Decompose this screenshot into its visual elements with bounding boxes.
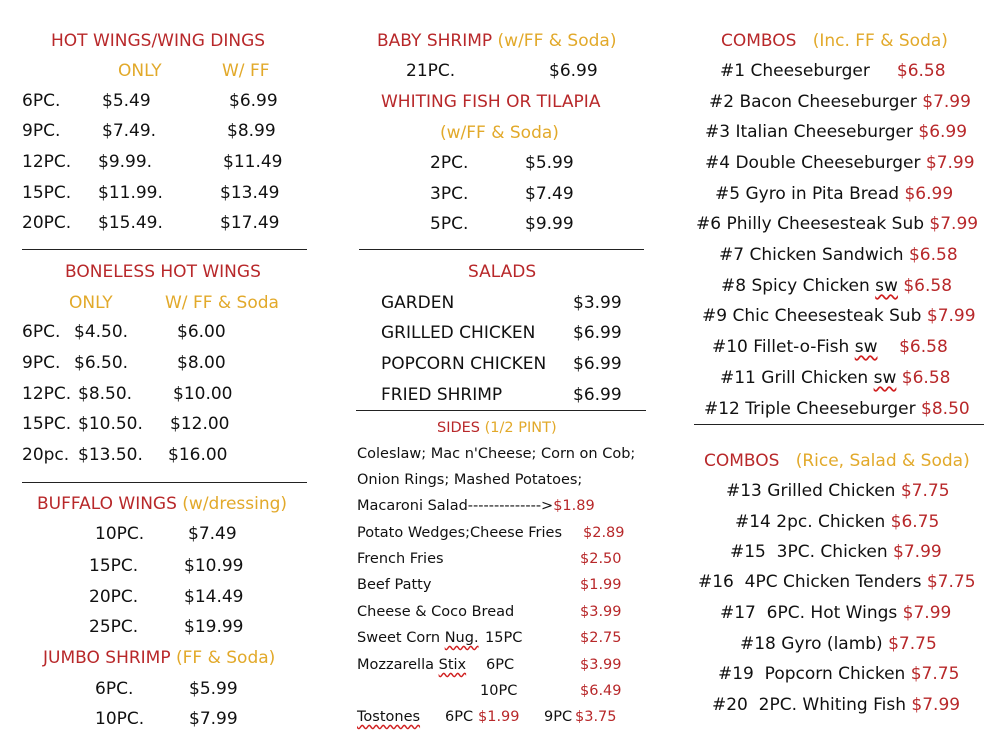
sides-title: SIDES — [437, 420, 481, 436]
hot-wings-ff-price: $11.49 — [223, 152, 283, 172]
boneless-qty: 6PC. — [22, 322, 61, 342]
sides-line-text: Macaroni Salad--------------> — [357, 498, 554, 514]
combo-price: $7.99 — [911, 695, 961, 715]
boneless-ff-price: $6.00 — [177, 322, 226, 342]
side-name-b: Nug. — [444, 630, 479, 646]
side-price: $2.50 — [580, 551, 622, 567]
boneless-col-only: ONLY — [69, 293, 113, 313]
salad-name: FRIED SHRIMP — [381, 385, 503, 405]
combo-item — [720, 603, 951, 623]
boneless-qty: 9PC. — [22, 353, 61, 373]
boneless-only-price: $4.50. — [74, 322, 129, 342]
combo-item — [696, 214, 978, 234]
combo-name-sw: sw — [875, 276, 898, 296]
sides-line — [357, 496, 595, 516]
buffalo-price: $10.99 — [184, 556, 244, 576]
whiting-price: $9.99 — [525, 214, 574, 234]
combo-item — [740, 634, 937, 654]
buffalo-qty: 10PC. — [95, 524, 145, 544]
whiting-qty: 3PC. — [430, 184, 469, 204]
salad-name: GRILLED CHICKEN — [381, 323, 536, 343]
boneless-only-price: $10.50. — [78, 414, 143, 434]
jumbo-price: $5.99 — [189, 679, 238, 699]
side-price: $3.99 — [580, 604, 622, 620]
hot-wings-ff-price: $17.49 — [220, 213, 280, 233]
jumbo-title: JUMBO SHRIMP — [43, 648, 171, 668]
side-price: $2.75 — [580, 630, 622, 646]
buffalo-price: $7.49 — [188, 524, 237, 544]
hot-wings-only-price: $11.99. — [98, 183, 163, 203]
combo-name: #14 2pc. Chicken — [735, 512, 886, 532]
boneless-only-price: $8.50. — [78, 384, 133, 404]
combo-item — [721, 276, 952, 296]
side-price: $6.49 — [580, 683, 622, 699]
combos1-heading — [721, 31, 948, 51]
combo-price: $7.75 — [926, 572, 976, 592]
sides-note: (1/2 PINT) — [484, 420, 557, 436]
combo-price: $7.99 — [925, 153, 975, 173]
combo-price: $7.75 — [900, 481, 950, 501]
salads-title: SALADS — [468, 262, 537, 282]
hot-wings-qty: 15PC. — [22, 183, 72, 203]
combo-item — [698, 572, 976, 592]
baby-shrimp-heading — [377, 31, 616, 51]
combo-item — [720, 368, 950, 388]
combo-name: #6 Philly Cheesesteak Sub — [696, 214, 925, 234]
combo-name: #5 Gyro in Pita Bread — [715, 184, 900, 204]
salad-price: $6.99 — [573, 385, 622, 405]
side-qty: 9PC — [544, 709, 573, 725]
hot-wings-only-price: $5.49 — [102, 91, 151, 111]
divider — [356, 410, 646, 411]
jumbo-heading — [43, 648, 275, 668]
boneless-only-price: $13.50. — [78, 445, 143, 465]
boneless-only-price: $6.50. — [74, 353, 129, 373]
buffalo-note: (w/dressing) — [182, 494, 288, 514]
combo-price: $6.58 — [899, 337, 948, 357]
combo-item — [704, 399, 970, 419]
divider — [22, 482, 307, 483]
hot-wings-ff-price: $6.99 — [229, 91, 278, 111]
buffalo-qty: 15PC. — [89, 556, 139, 576]
hot-wings-only-price: $15.49. — [98, 213, 163, 233]
buffalo-price: $19.99 — [184, 617, 244, 637]
whiting-price: $5.99 — [525, 153, 574, 173]
combo-item — [712, 337, 948, 357]
buffalo-qty: 20PC. — [89, 587, 139, 607]
combo-item — [719, 245, 958, 265]
salad-price: $3.99 — [573, 293, 622, 313]
combo-name: #15 3PC. Chicken — [730, 542, 888, 562]
combo-name-sw: sw — [854, 337, 878, 357]
combo-item — [712, 695, 960, 715]
combo-item — [702, 306, 976, 326]
combo-price: $7.99 — [926, 306, 976, 326]
combo-price: $6.75 — [890, 512, 940, 532]
combo-name: #18 Gyro (lamb) — [740, 634, 883, 654]
combo-item — [705, 153, 975, 173]
divider — [22, 249, 307, 250]
combo-price: $6.58 — [908, 245, 958, 265]
boneless-qty: 20pc. — [22, 445, 70, 465]
combo-item — [718, 664, 959, 684]
side-name: Cheese & Coco Bread — [357, 604, 515, 620]
side-name: Potato Wedges;Cheese Fries — [357, 525, 563, 541]
combos1-title: COMBOS — [721, 31, 797, 51]
combo-price: $6.58 — [903, 276, 953, 296]
combo-name: #4 Double Cheeseburger — [705, 153, 921, 173]
combo-price: $7.75 — [888, 634, 937, 654]
divider — [359, 249, 644, 250]
boneless-qty: 15PC. — [22, 414, 72, 434]
hot-wings-ff-price: $13.49 — [220, 183, 280, 203]
combo-name: #10 Fillet-o-Fish — [712, 337, 855, 357]
boneless-ff-price: $16.00 — [168, 445, 228, 465]
combo-name: #2 Bacon Cheeseburger — [709, 92, 917, 112]
salad-name: POPCORN CHICKEN — [381, 354, 547, 374]
side-qty: 6PC — [445, 709, 474, 725]
combo-item — [735, 512, 939, 532]
jumbo-note: (FF & Soda) — [176, 648, 276, 668]
whiting-qty: 5PC. — [430, 214, 469, 234]
whiting-price: $7.49 — [525, 184, 574, 204]
side-qty: 15PC — [485, 630, 523, 646]
buffalo-price: $14.49 — [184, 587, 244, 607]
side-name: Tostones — [357, 709, 421, 725]
combo-item — [730, 542, 942, 562]
side-name — [357, 655, 466, 675]
combo-item — [709, 92, 971, 112]
jumbo-qty: 6PC. — [95, 679, 134, 699]
combo-price: $7.99 — [929, 214, 979, 234]
jumbo-qty: 10PC. — [95, 709, 145, 729]
combo-price: $7.99 — [893, 542, 942, 562]
boneless-col-ff: W/ FF & Soda — [165, 293, 279, 313]
hot-wings-only-price: $9.99. — [98, 152, 153, 172]
buffalo-qty: 25PC. — [89, 617, 139, 637]
combo-price: $7.99 — [922, 92, 971, 112]
combo-item — [715, 184, 953, 204]
combo-price: $7.75 — [910, 664, 960, 684]
jumbo-price: $7.99 — [189, 709, 238, 729]
side-name: French Fries — [357, 551, 444, 567]
boneless-ff-price: $8.00 — [177, 353, 226, 373]
salad-price: $6.99 — [573, 354, 622, 374]
whiting-qty: 2PC. — [430, 153, 469, 173]
combo-item — [720, 61, 946, 81]
side-qty: 6PC — [486, 657, 515, 673]
combos2-title: COMBOS — [704, 451, 780, 471]
combo-price: $6.58 — [901, 368, 951, 388]
combo-item — [705, 122, 967, 142]
combos2-note: (Rice, Salad & Soda) — [795, 451, 970, 471]
hot-wings-col-ff: W/ FF — [222, 61, 270, 81]
hot-wings-qty: 12PC. — [22, 152, 72, 172]
divider — [694, 424, 984, 425]
combo-name: #13 Grilled Chicken — [726, 481, 896, 501]
boneless-qty: 12PC. — [22, 384, 72, 404]
sides-price: $1.89 — [553, 498, 595, 514]
side-name: Beef Patty — [357, 577, 432, 593]
combo-item — [726, 481, 950, 501]
hot-wings-qty: 20PC. — [22, 213, 72, 233]
hot-wings-ff-price: $8.99 — [227, 121, 276, 141]
combo-name: #3 Italian Cheeseburger — [705, 122, 913, 142]
combos2-heading — [704, 451, 970, 471]
whiting-note: (w/FF & Soda) — [440, 123, 559, 143]
hot-wings-col-only: ONLY — [118, 61, 162, 81]
baby-shrimp-note: (w/FF & Soda) — [497, 31, 617, 51]
combo-name-sw: sw — [873, 368, 897, 388]
side-name — [357, 628, 479, 648]
combo-name: #8 Spicy Chicken — [721, 276, 876, 296]
combo-name: #17 6PC. Hot Wings — [720, 603, 898, 623]
salad-name: GARDEN — [381, 293, 455, 313]
sides-heading — [437, 418, 557, 438]
hot-wings-title: HOT WINGS/WING DINGS — [51, 31, 266, 51]
side-price: $1.99 — [478, 709, 520, 725]
hot-wings-qty: 6PC. — [22, 91, 61, 111]
baby-shrimp-title: BABY SHRIMP — [377, 31, 493, 51]
combo-name: #11 Grill Chicken — [720, 368, 874, 388]
whiting-title: WHITING FISH OR TILAPIA — [381, 92, 601, 112]
buffalo-title: BUFFALO WINGS — [37, 494, 177, 514]
combo-name: #20 2PC. Whiting Fish — [712, 695, 906, 715]
buffalo-heading — [37, 494, 287, 514]
sides-line: Coleslaw; Mac n'Cheese; Corn on Cob; — [357, 446, 636, 462]
combo-name: #12 Triple Cheeseburger — [704, 399, 916, 419]
baby-shrimp-qty: 21PC. — [406, 61, 456, 81]
combo-name: #9 Chic Cheesesteak Sub — [702, 306, 922, 326]
side-name-a: Sweet Corn — [357, 630, 445, 646]
hot-wings-only-price: $7.49. — [102, 121, 157, 141]
combos1-note: (Inc. FF & Soda) — [812, 31, 948, 51]
combo-price: $6.99 — [918, 122, 968, 142]
combo-name: #16 4PC Chicken Tenders — [698, 572, 922, 592]
combo-name: #1 Cheeseburger — [720, 61, 870, 81]
combo-price: $6.58 — [896, 61, 946, 81]
combo-name: #7 Chicken Sandwich — [719, 245, 904, 265]
side-name-b: Stix — [438, 657, 467, 673]
combo-price: $8.50 — [921, 399, 970, 419]
side-price: $1.99 — [580, 577, 622, 593]
boneless-ff-price: $12.00 — [170, 414, 230, 434]
side-name-a: Mozzarella — [357, 657, 439, 673]
boneless-ff-price: $10.00 — [173, 384, 233, 404]
baby-shrimp-price: $6.99 — [549, 61, 598, 81]
boneless-title: BONELESS HOT WINGS — [65, 262, 261, 282]
combo-price: $6.99 — [904, 184, 954, 204]
side-qty: 10PC — [480, 683, 518, 699]
side-price: $2.89 — [583, 525, 625, 541]
side-price: $3.99 — [580, 657, 622, 673]
sides-line: Onion Rings; Mashed Potatoes; — [357, 472, 583, 488]
hot-wings-qty: 9PC. — [22, 121, 61, 141]
combo-price: $7.99 — [902, 603, 952, 623]
salad-price: $6.99 — [573, 323, 622, 343]
side-price: $3.75 — [575, 709, 617, 725]
combo-name: #19 Popcorn Chicken — [718, 664, 906, 684]
